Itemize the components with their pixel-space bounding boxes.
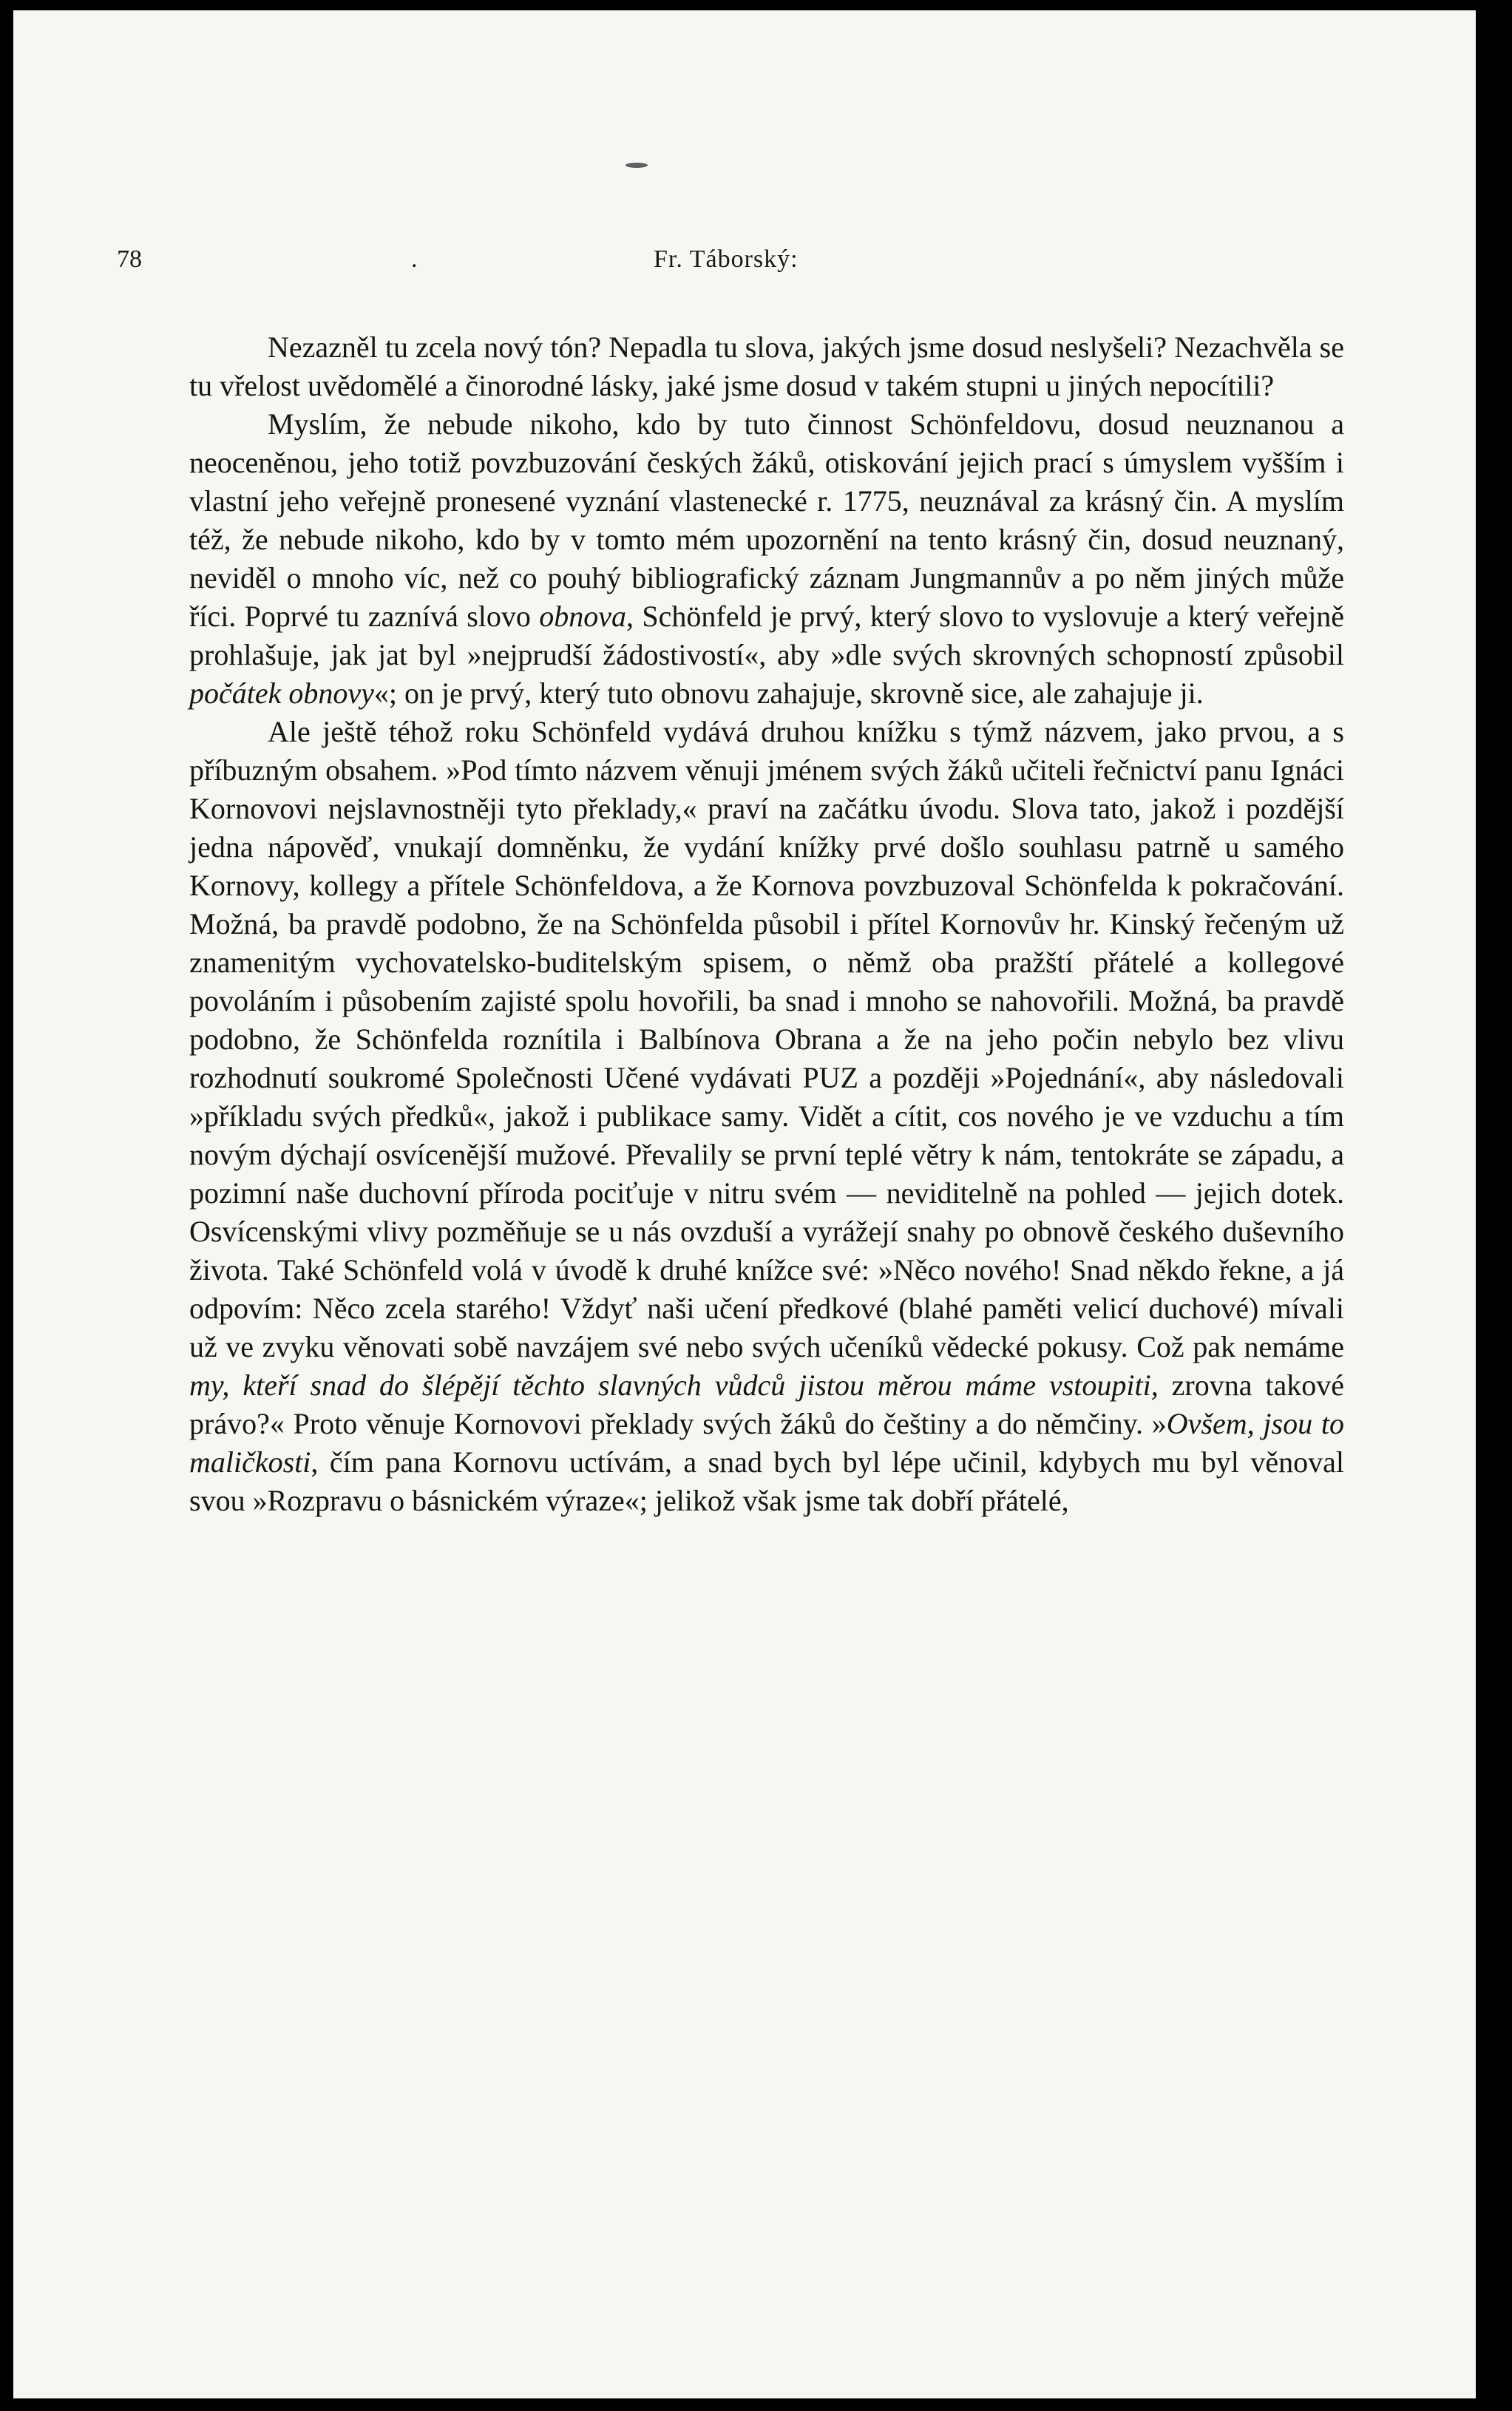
text-run: , čím pana Kornovu uctívám, a snad bych byl lépe učinil, kdybych mu byl věnoval svou »Rozpravu o básnickém výraze«; jelikož však jsme tak dobří přátelé, xyxy=(189,1445,1344,1517)
running-head: Fr. Táborský: xyxy=(654,245,799,273)
text-run: «; on je prvý, který tuto obnovu zahajuje, skrovně sice, ale zahajuje ji. xyxy=(373,676,1204,710)
book-page xyxy=(13,10,1476,2398)
text-run: Nezazněl tu zcela nový tón? Nepadla tu slova, jakých jsme dosud neslyšeli? Nezachvěla se tu vřelost uvědomělé a činorodné lásky, jaké jsme dosud v takém stupni u jiných nepocítili? xyxy=(189,330,1344,402)
italic-run: my, kteří snad do šlépějí těchto slavných vůdců jistou měrou máme vstoupiti, xyxy=(189,1369,1159,1402)
page-header xyxy=(13,245,1476,282)
italic-run: Ovšem, jsou to maličkosti xyxy=(189,1407,1344,1479)
text-run: Ale ještě téhož roku Schönfeld vydává druhou knížku s týmž názvem, jako prvou, a s příbuzným obsahem. »Pod tímto názvem věnuji jménem svých žáků učiteli řečnictví panu Ignáci Kornovovi nejslavnostněji tyto překlady,« praví na začátku úvodu. Slova tato, jakož i pozdější jedna nápověď, vnukají domněnku, že vydání knížky prvé došlo souhlasu patrně u samého Kornovy, kollegy a přítele Schönfeldova, a že Kornova povzbuzoval Schönfelda k pokračování. Možná, ba pravdě podobno, že na Schönfelda působil i přítel Kornovův hr. Kinský řečeným už znamenitým vychovatelsko-buditelským spisem, o němž oba pražští přátelé a kollegové povoláním i působením zajisté spolu hovořili, ba snad i mnoho se nahovořili. Možná, ba pravdě podobno, že Schönfelda roznítila i Balbínova Obrana a že na jeho počin nebylo bez vlivu rozhodnutí soukromé Společnosti Učené vydávati PUZ a později »Pojednání«, aby následovali »příkladu svých předků«, jakož i publikace samy. Vidět a cítit, cos nového je ve vzduchu a tím novým dýchají osvícenější mužové. Převalily se první teplé větry k nám, tentokráte se západu, a pozimní naše duchovní příroda pociťuje v nitru svém — neviditelně na pohled — jejich dotek. Osvícenskými vlivy pozměňuje se u nás ovzduší a vyrážejí snahy po obnově českého duševního života. Také Schönfeld volá v úvodě k druhé knížce své: »Něco nového! Snad někdo řekne, a já odpovím: Něco zcela starého! Vždyť naši učení předkové (blahé paměti velicí duchové) mívali už ve zvyku věnovati sobě navzájem své nebo svých učeníků vědecké pokusy. Což pak nemáme xyxy=(189,715,1344,1363)
header-separator: . xyxy=(411,245,418,273)
ink-smudge xyxy=(626,163,648,168)
page-number: 78 xyxy=(117,245,142,273)
paragraph xyxy=(189,328,1344,405)
paragraph xyxy=(189,405,1344,713)
text-run: Myslím, že nebude nikoho, kdo by tuto činnost Schönfeldovu, dosud neuznanou a neoceněnou, jeho totiž povzbuzování českých žáků, otiskování jejich prací s úmyslem vyšším i vlastní jeho veřejně pronesené vyznání vlastenecké r. 1775, neuznával za krásný čin. A myslím též, že nebude nikoho, kdo by v tomto mém upozornění na tento krásný čin, dosud neuznaný, neviděl o mnoho víc, než co pouhý bibliografický záznam Jungmannův a po něm jiných může říci. Poprvé tu zaznívá slovo xyxy=(189,407,1344,633)
text-run: , Schönfeld je prvý, který slovo to vyslovuje a který veřejně prohlašuje, jak jat byl »nejprudší žádostivostí«, aby »dle svých skrovných schopností způsobil xyxy=(189,600,1344,671)
paragraph xyxy=(189,713,1344,1520)
body-text xyxy=(189,328,1344,1520)
italic-run: počátek obnovy xyxy=(189,676,374,710)
text-run: zrovna takové právo?« Proto věnuje Kornovovi překlady svých žáků do češtiny a do němčiny. » xyxy=(189,1369,1345,1440)
italic-run: obnova xyxy=(539,600,627,633)
